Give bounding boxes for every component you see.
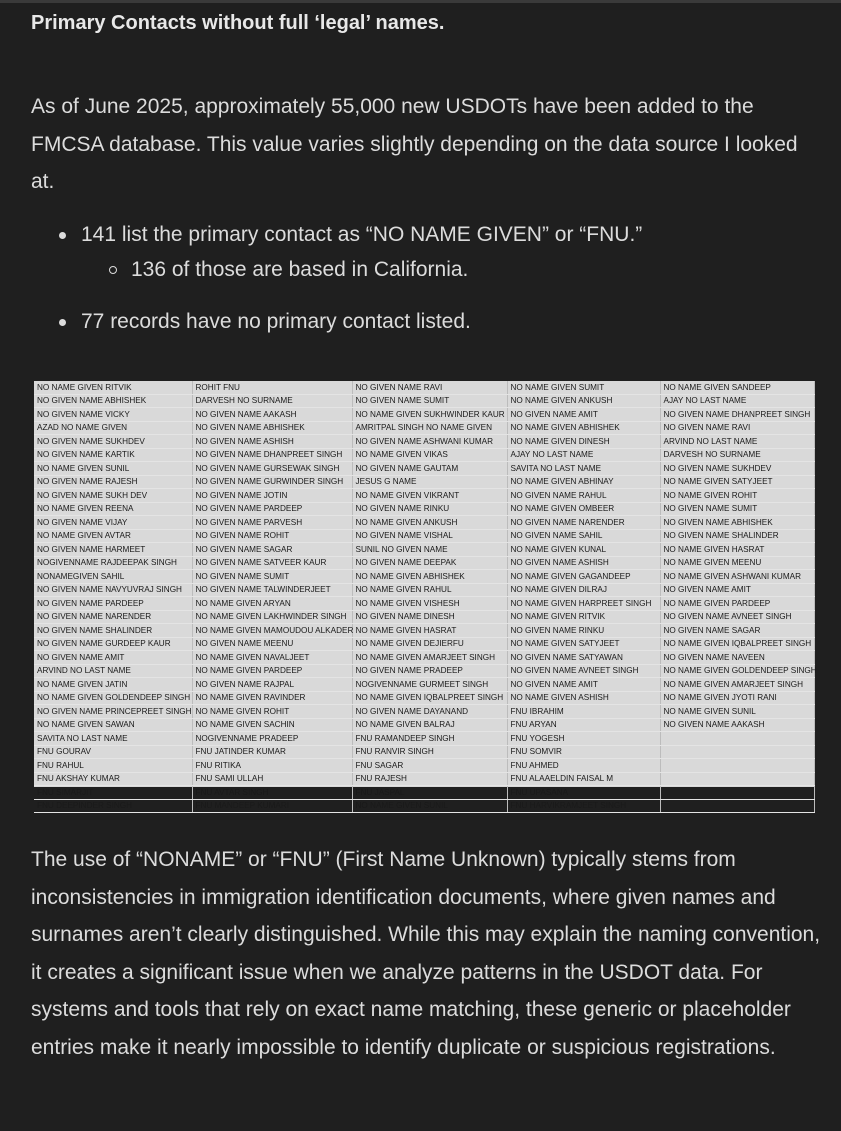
table-cell: SUNIL NO GIVEN NAME — [352, 543, 507, 557]
table-row — [34, 732, 814, 746]
table-cell: NO NAME GIVEN GOLDENDEEP SINGH — [660, 664, 814, 678]
table-row — [34, 624, 814, 638]
table-cell: NO NAME GIVEN SUNIL — [660, 705, 814, 719]
table-row — [34, 543, 814, 557]
table-cell: NOGIVENNAME PRADEEP — [192, 732, 352, 746]
table-cell: NO NAME GIVEN PARDEEP — [192, 664, 352, 678]
table-cell: NO GIVEN NAME ASHISH — [192, 435, 352, 449]
table-cell: NO GIVEN NAME RAJESH — [34, 475, 192, 489]
table-cell: FNU IBRAHIM — [507, 705, 660, 719]
table-row — [34, 610, 814, 624]
table-cell: NO GIVEN NAME NAVYUVRAJ SINGH — [34, 583, 192, 597]
table-cell: FNU SOMVIR — [507, 745, 660, 759]
table-cell: FNU AKSHAY KUMAR — [34, 772, 192, 786]
table-cell: ROHIT FNU — [192, 381, 352, 394]
table-cell: NO GIVEN NAME RAVI — [352, 381, 507, 394]
table-cell: NO GIVEN NAME ROHIT — [192, 529, 352, 543]
table-cell: FNU ARYAN — [507, 718, 660, 732]
table-row — [34, 408, 814, 422]
table-cell: NO GIVEN NAME MEENU — [192, 637, 352, 651]
table-cell — [660, 745, 814, 759]
table-cell: SAVITA NO LAST NAME — [507, 462, 660, 476]
table-row — [34, 556, 814, 570]
table-cell: FNU RAJESH — [352, 772, 507, 786]
names-table — [34, 381, 815, 813]
table-cell: NO NAME GIVEN SATYJEET — [507, 637, 660, 651]
table-cell: NO NAME GIVEN MAMOUDOU ALKADER — [192, 624, 352, 638]
table-cell: FNU SAGAR — [352, 759, 507, 773]
table-cell: DARVESH NO SURNAME — [192, 394, 352, 408]
table-row — [34, 745, 814, 759]
table-cell: FNU SIMARJIT — [34, 786, 192, 800]
table-row — [34, 570, 814, 584]
table-cell: FNU RAHUL — [34, 759, 192, 773]
table-cell: NO GIVEN NAME AVNEET SINGH — [660, 610, 814, 624]
table-row — [34, 664, 814, 678]
table-cell: JESUS G NAME — [352, 475, 507, 489]
table-cell: NO NAME GIVEN AVTAR — [34, 529, 192, 543]
table-cell: NO GIVEN NAME PARDEEP — [34, 597, 192, 611]
table-row — [34, 394, 814, 408]
table-cell: NO NAME GIVEN MEENU — [660, 556, 814, 570]
table-cell — [660, 732, 814, 746]
table-cell: NO NAME GIVEN RITVIK — [507, 610, 660, 624]
table-cell: NO GIVEN NAME SHALINDER — [34, 624, 192, 638]
table-cell: NO NAME GIVEN RAVINDER — [192, 691, 352, 705]
table-cell: FNU MANDEEP KUMARI — [192, 799, 352, 813]
table-cell — [660, 786, 814, 800]
table-row — [34, 381, 814, 394]
table-cell: NO GIVEN NAME GURDEEP KAUR — [34, 637, 192, 651]
table-row — [34, 421, 814, 435]
table-cell: NO NAME GIVEN HASRAT — [352, 624, 507, 638]
table-row — [34, 637, 814, 651]
table-cell: NO GIVEN NAME SUMIT — [352, 394, 507, 408]
table-row — [34, 462, 814, 476]
table-row — [34, 691, 814, 705]
table-row — [34, 448, 814, 462]
table-cell: NO GIVEN NAME AAKASH — [192, 408, 352, 422]
table-cell: NO GIVEN NAME HARMEET — [34, 543, 192, 557]
hollow-bullet-icon — [109, 266, 117, 274]
table-cell: NO GIVEN NAME DHANPREET SINGH — [192, 448, 352, 462]
table-cell: NO GIVEN NAME NARENDER — [34, 610, 192, 624]
table-cell: ARVIND NO LAST NAME — [660, 435, 814, 449]
table-cell: NO NAME GIVEN RAHUL — [352, 583, 507, 597]
table-cell: FNU JATINDER KUMAR — [192, 745, 352, 759]
table-cell: FNU UPASANA — [507, 786, 660, 800]
table-cell: FNU YOGESH — [507, 732, 660, 746]
table-cell: NO NAME GIVEN JATIN — [34, 678, 192, 692]
table-cell: NO NAME GIVEN ABHINAY — [507, 475, 660, 489]
table-row — [34, 651, 814, 665]
table-row — [34, 502, 814, 516]
table-cell: FNU HARVIKRAMJEET SINGH — [507, 799, 660, 813]
table-cell: NO GIVEN NAME SAGAR — [660, 624, 814, 638]
table-cell: NO GIVEN NAME RINKU — [507, 624, 660, 638]
table-cell: NO NAME GIVEN REENA — [34, 502, 192, 516]
table-cell: NO GIVEN NAME DAYANAND — [352, 705, 507, 719]
table-cell: NO GIVEN NAME VICKY — [34, 408, 192, 422]
table-cell: FNU AVTAR SINGH — [192, 786, 352, 800]
table-cell: AJAY NO LAST NAME — [507, 448, 660, 462]
table-row — [34, 583, 814, 597]
table-cell: NO GIVEN NAME SHALINDER — [660, 529, 814, 543]
table-cell: NO NAME GIVEN ABHISHEK — [507, 421, 660, 435]
table-cell: NO GIVEN NAME AMIT — [660, 583, 814, 597]
table-cell: FNU RITIKA — [192, 759, 352, 773]
table-cell: NO GIVEN NAME PRINCEPREET SINGH — [34, 705, 192, 719]
table-cell: NO GIVEN NAME AAKASH — [660, 718, 814, 732]
bullet-text: 141 list the primary contact as “NO NAME GIVEN” or “FNU.” — [81, 223, 643, 246]
table-cell: NO GIVEN NAME PRADEEP — [352, 664, 507, 678]
table-cell: NO NAME GIVEN NAVALJEET — [192, 651, 352, 665]
table-row — [34, 516, 814, 530]
table-cell: NO GIVEN NAME ABHISHEK — [192, 421, 352, 435]
table-cell: FNU GOURAV — [34, 745, 192, 759]
table-cell: NO GIVEN NAME SUKH DEV — [34, 489, 192, 503]
table-cell: NO GIVEN NAME VISHAL — [352, 529, 507, 543]
table-cell: NO NAME GIVEN ABHISHEK — [352, 570, 507, 584]
table-cell: NO GIVEN NAME VIJAY — [34, 516, 192, 530]
table-cell: NO GIVEN NAME SUMIT — [660, 502, 814, 516]
table-cell: NO GIVEN NAME SUKHDEV — [34, 435, 192, 449]
table-cell: NO GIVEN NAME GURSEWAK SINGH — [192, 462, 352, 476]
table-cell: NO GIVEN NAME JOTIN — [192, 489, 352, 503]
table-cell: NO GIVEN NAME PARVESH — [192, 516, 352, 530]
table-row — [34, 597, 814, 611]
table-cell: NO NAME GIVEN SUMIT — [507, 381, 660, 394]
table-cell: NO NAME GIVEN RITVIK — [34, 381, 192, 394]
table-row — [34, 529, 814, 543]
table-cell: NO GIVEN NAME SUKHDEV — [660, 462, 814, 476]
table-cell: NO GIVEN NAME SUMIT — [192, 570, 352, 584]
table-cell: NO GIVEN NAME AVNEET SINGH — [507, 664, 660, 678]
intro-paragraph: As of June 2025, approximately 55,000 new USDOTs have been added to the FMCSA database. This value varies slightly depending on the data source I looked at. — [31, 95, 798, 193]
table-cell: AJAY NO LAST NAME — [660, 394, 814, 408]
table-cell: FNU DEEPINDER SINGH — [34, 799, 192, 813]
table-cell: NO GIVEN NAME ABHISHEK — [660, 516, 814, 530]
table-cell: NO GIVEN NAME NAVEEN — [660, 651, 814, 665]
table-cell: FNU JASPAL — [352, 786, 507, 800]
sub-bullet-item — [131, 255, 468, 285]
table-cell: NO GIVEN NAME AMIT — [34, 651, 192, 665]
table-cell: NO GIVEN NAME RAJPAL — [192, 678, 352, 692]
table-cell: NO NAME GIVEN IQBALPREET SINGH — [352, 691, 507, 705]
table-cell: NO GIVEN NAME DEEPAK — [352, 556, 507, 570]
table-cell: NO GIVEN NAME SAGAR — [192, 543, 352, 557]
table-cell: NO NAME GIVEN AMARJEET SINGH — [660, 678, 814, 692]
table-cell: NO GIVEN NAME GURWINDER SINGH — [192, 475, 352, 489]
table-row — [34, 799, 814, 813]
table-cell: NOGIVENNAME RAJDEEPAK SINGH — [34, 556, 192, 570]
table-cell: SAVITA NO LAST NAME — [34, 732, 192, 746]
table-cell: NO NAME GIVEN ASHISH — [507, 691, 660, 705]
table-cell: NO GIVEN NAME SAHIL — [507, 529, 660, 543]
table-cell: NO NAME GIVEN JYOTI RANI — [660, 691, 814, 705]
table-cell: NO NAME GIVEN DEJIERFU — [352, 637, 507, 651]
table-row — [34, 678, 814, 692]
table-cell: NO NAME GIVEN ARYAN — [192, 597, 352, 611]
table-cell: FNU AHMED — [507, 759, 660, 773]
table-cell: NO GIVEN NAME AMIT — [507, 408, 660, 422]
table-cell: NO GIVEN NAME RAVI — [660, 421, 814, 435]
table-cell: NO GIVEN NAME ABHISHEK — [34, 394, 192, 408]
table-cell: NO GIVEN NAME RAHUL — [507, 489, 660, 503]
bullet-dot-icon — [59, 319, 66, 326]
table-cell: NO GIVEN NAME PARDEEP — [192, 502, 352, 516]
bullet-item-1 — [81, 220, 642, 250]
section-heading: Primary Contacts without full ‘legal’ names. — [31, 12, 445, 34]
table-cell: NO NAME GIVEN LAKHWINDER SINGH — [192, 610, 352, 624]
table-cell: ARVIND NO LAST NAME — [34, 664, 192, 678]
table-cell: NO NAME GIVEN ROHIT — [660, 489, 814, 503]
table-cell: NO NAME GIVEN AMARJEET SINGH — [352, 651, 507, 665]
table-cell — [660, 799, 814, 813]
table-cell — [660, 759, 814, 773]
table-row — [34, 475, 814, 489]
table-cell: FNU ALAAELDIN FAISAL M — [507, 772, 660, 786]
bullet-text: 77 records have no primary contact listed. — [81, 310, 471, 333]
table-cell: NO NAME GIVEN SATYJEET — [660, 475, 814, 489]
table-row — [34, 759, 814, 773]
table-cell: NO NAME GIVEN KUNAL — [507, 543, 660, 557]
top-divider — [0, 0, 841, 3]
table-cell: AZAD NO NAME GIVEN — [34, 421, 192, 435]
table-cell: NO GIVEN NAME GAUTAM — [352, 462, 507, 476]
table-cell: NO GIVEN NAME SATYAWAN — [507, 651, 660, 665]
table-cell: NONAMEGIVEN SAHIL — [34, 570, 192, 584]
table-cell: NO NAME GIVEN ROHIT — [192, 705, 352, 719]
bullet-item-2 — [81, 307, 471, 337]
table-row — [34, 489, 814, 503]
table-cell: NO NAME GIVEN BALRAJ — [352, 718, 507, 732]
conclusion-paragraph: The use of “NONAME” or “FNU” (First Name Unknown) typically stems from inconsistencies in immigration identification documents, where given names and surnames aren’t clearly distinguished. While this may explain the naming convention, it creates a significant issue when we analyze patterns in the USDOT data. For systems and tools that rely on exact name matching, these generic or placeholder entries make it nearly impossible to identify duplicate or suspicious registrations. — [31, 848, 821, 1059]
table-cell: NO NAME GIVEN SAWAN — [34, 718, 192, 732]
table-cell: NO GIVEN NAME SATVEER KAUR — [192, 556, 352, 570]
table-cell: NO GIVEN NAME TALWINDERJEET — [192, 583, 352, 597]
table-cell: NO NAME GIVEN ANKUSH — [352, 516, 507, 530]
table-cell: NO NAME GIVEN SUKHWINDER KAUR — [352, 408, 507, 422]
table-row — [34, 772, 814, 786]
table-cell: NO NAME GIVEN IQBALPREET SINGH — [660, 637, 814, 651]
table-row — [34, 435, 814, 449]
table-row — [34, 705, 814, 719]
table-cell: NO NAME GIVEN VISHESH — [352, 597, 507, 611]
table-cell: NO GIVEN NAME ASHISH — [507, 556, 660, 570]
table-cell: NO NAME GIVEN VIKAS — [352, 448, 507, 462]
table-cell: NO NAME GIVEN VIKRANT — [352, 489, 507, 503]
table-cell: AMRITPAL SINGH NO NAME GIVEN — [352, 421, 507, 435]
table-cell: FNU RAMANDEEP SINGH — [352, 732, 507, 746]
table-cell: NO NAME GIVEN DINESH — [507, 435, 660, 449]
table-cell: DARVESH NO SURNAME — [660, 448, 814, 462]
table-cell: NO NAME GIVEN PARDEEP — [660, 597, 814, 611]
table-cell: NO NAME GIVEN HASRAT — [660, 543, 814, 557]
table-cell: NO NAME GIVEN ANKUSH — [507, 394, 660, 408]
table-cell: NO NAME GIVEN OMBEER — [507, 502, 660, 516]
table-cell: NO GIVEN NAME KARTIK — [34, 448, 192, 462]
table-cell: NO GIVEN NAME NARENDER — [507, 516, 660, 530]
table-cell: NO NAME GIVEN GAGANDEEP — [507, 570, 660, 584]
table-cell: NO GIVEN NAME DHANPREET SINGH — [660, 408, 814, 422]
table-cell: NO GIVEN NAME RINKU — [352, 502, 507, 516]
sub-bullet-text: 136 of those are based in California. — [131, 258, 469, 281]
table-cell: FNU SAMI ULLAH — [192, 772, 352, 786]
table-cell: NO NAME GIVEN SANDEEP — [660, 381, 814, 394]
table-row — [34, 786, 814, 800]
table-cell: NO GIVEN NAME ASHWANI KUMAR — [352, 435, 507, 449]
table-cell: NO NAME GIVEN GOLDENDEEP SINGH — [34, 691, 192, 705]
table-row — [34, 718, 814, 732]
table-cell: FNU RANVIR SINGH — [352, 745, 507, 759]
table-cell: NO NAME GIVEN SUNIL — [34, 462, 192, 476]
table-cell: NO NAME GIVEN ASHWANI KUMAR — [660, 570, 814, 584]
table-cell: NO NAME GIVEN SUNIL — [352, 799, 507, 813]
table-cell: NO NAME GIVEN HARPREET SINGH — [507, 597, 660, 611]
bullet-dot-icon — [59, 232, 66, 239]
table-cell: NO GIVEN NAME AMIT — [507, 678, 660, 692]
table-cell: NO NAME GIVEN SACHIN — [192, 718, 352, 732]
table-cell: NO GIVEN NAME DINESH — [352, 610, 507, 624]
table-cell — [660, 772, 814, 786]
table-cell: NOGIVENNAME GURMEET SINGH — [352, 678, 507, 692]
table-cell: NO NAME GIVEN DILRAJ — [507, 583, 660, 597]
names-table-image — [34, 381, 817, 811]
